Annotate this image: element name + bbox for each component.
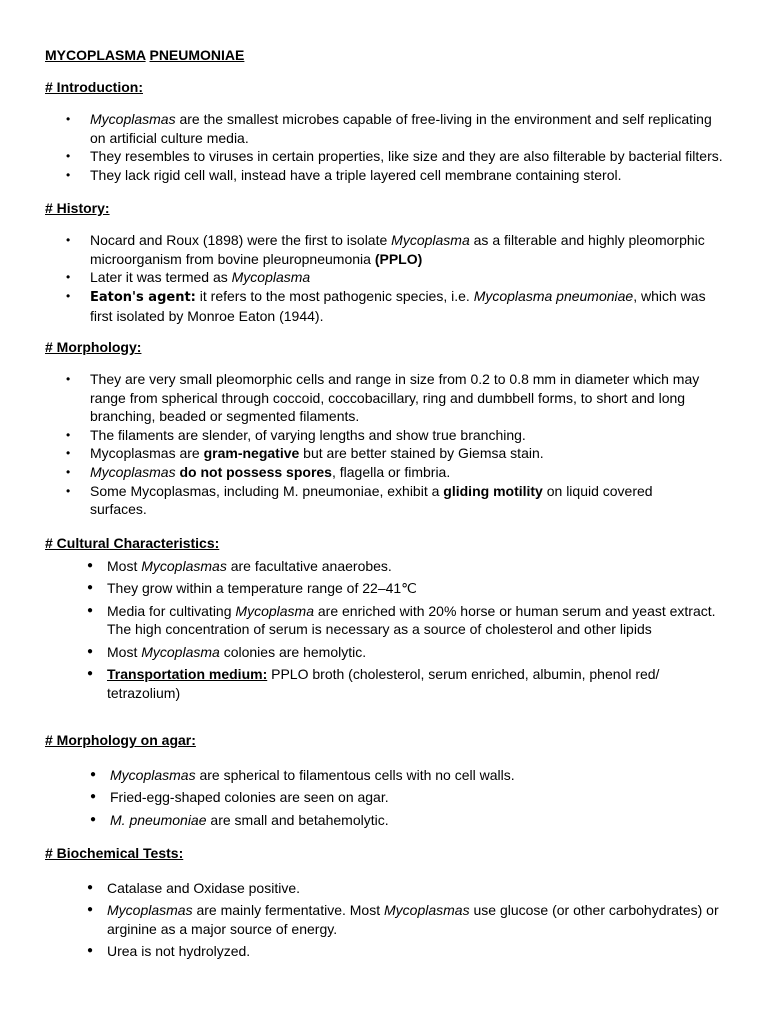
list-item: ● Most Mycoplasmas are facultative anaerobes. (107, 557, 719, 576)
heading-cultural: # Cultural Characteristics: (45, 535, 220, 551)
list-item: ● They grow within a temperature range of 22–41℃ (107, 579, 719, 598)
list-item: • Nocard and Roux (1898) were the first to isolate Mycoplasma as a filterable and highly pleomorphic microorganism from bovine pleuropneumonia (PPLO) (90, 231, 720, 268)
heading-agar: # Morphology on agar: (45, 732, 196, 748)
list-item: • They are very small pleomorphic cells and range in size from 0.2 to 0.8 mm in diameter which may range from spherical through coccoid, coccobacillary, ring and dumbbell forms, to short and long branching, beaded or segmented filaments. (90, 370, 705, 426)
list-item: ● Transportation medium: PPLO broth (cholesterol, serum enriched, albumin, phenol red/ tetrazolium) (107, 665, 667, 702)
list-item: • They lack rigid cell wall, instead have a triple layered cell membrane containing sterol. (90, 166, 730, 185)
heading-introduction: # Introduction: (45, 79, 143, 95)
list-item: • Mycoplasmas are gram-negative but are better stained by Giemsa stain. (90, 444, 705, 463)
list-item: ● Urea is not hydrolyzed. (107, 942, 719, 961)
biochemical-list (107, 879, 719, 965)
list-item: • Mycoplasmas do not possess spores, flagella or fimbria. (90, 463, 705, 482)
heading-history: # History: (45, 200, 110, 216)
list-item: • Later it was termed as Mycoplasma (90, 268, 720, 287)
list-item: ● Mycoplasmas are mainly fermentative. Most Mycoplasmas use glucose (or other carbohydrates) or arginine as a major source of energy. (107, 901, 719, 938)
history-list (90, 231, 720, 326)
list-item: • The filaments are slender, of varying lengths and show true branching. (90, 426, 705, 445)
document-title (45, 47, 244, 63)
list-item: ● M. pneumoniae are small and betahemolytic. (110, 811, 710, 830)
heading-biochemical: # Biochemical Tests: (45, 845, 184, 861)
list-item: ● Mycoplasmas are spherical to filamentous cells with no cell walls. (110, 766, 710, 785)
title-part1: MYCOPLASMA (45, 47, 146, 63)
list-item: • They resembles to viruses in certain properties, like size and they are also filterable by bacterial filters. (90, 147, 730, 166)
agar-list (110, 766, 710, 833)
list-item: • Some Mycoplasmas, including M. pneumoniae, exhibit a gliding motility on liquid covered surfaces. (90, 482, 705, 519)
list-item: • Mycoplasmas are the smallest microbes capable of free-living in the environment and self replicating on artificial culture media. (90, 110, 730, 147)
intro-list (90, 110, 730, 184)
list-item: ● Fried-egg-shaped colonies are seen on agar. (110, 788, 710, 807)
heading-morphology: # Morphology: (45, 339, 142, 355)
title-part2: PNEUMONIAE (149, 47, 245, 63)
list-item: • Eaton's agent: it refers to the most pathogenic species, i.e. Mycoplasma pneumoniae, which was first isolated by Monroe Eaton (1944). (90, 287, 720, 326)
list-item: ● Media for cultivating Mycoplasma are enriched with 20% horse or human serum and yeast extract. The high concentration of serum is necessary as a source of cholesterol and other lipids (107, 602, 719, 639)
morphology-list (90, 370, 705, 519)
cultural-list (107, 557, 719, 706)
list-item: ● Catalase and Oxidase positive. (107, 879, 719, 898)
list-item: ● Most Mycoplasma colonies are hemolytic. (107, 643, 719, 662)
